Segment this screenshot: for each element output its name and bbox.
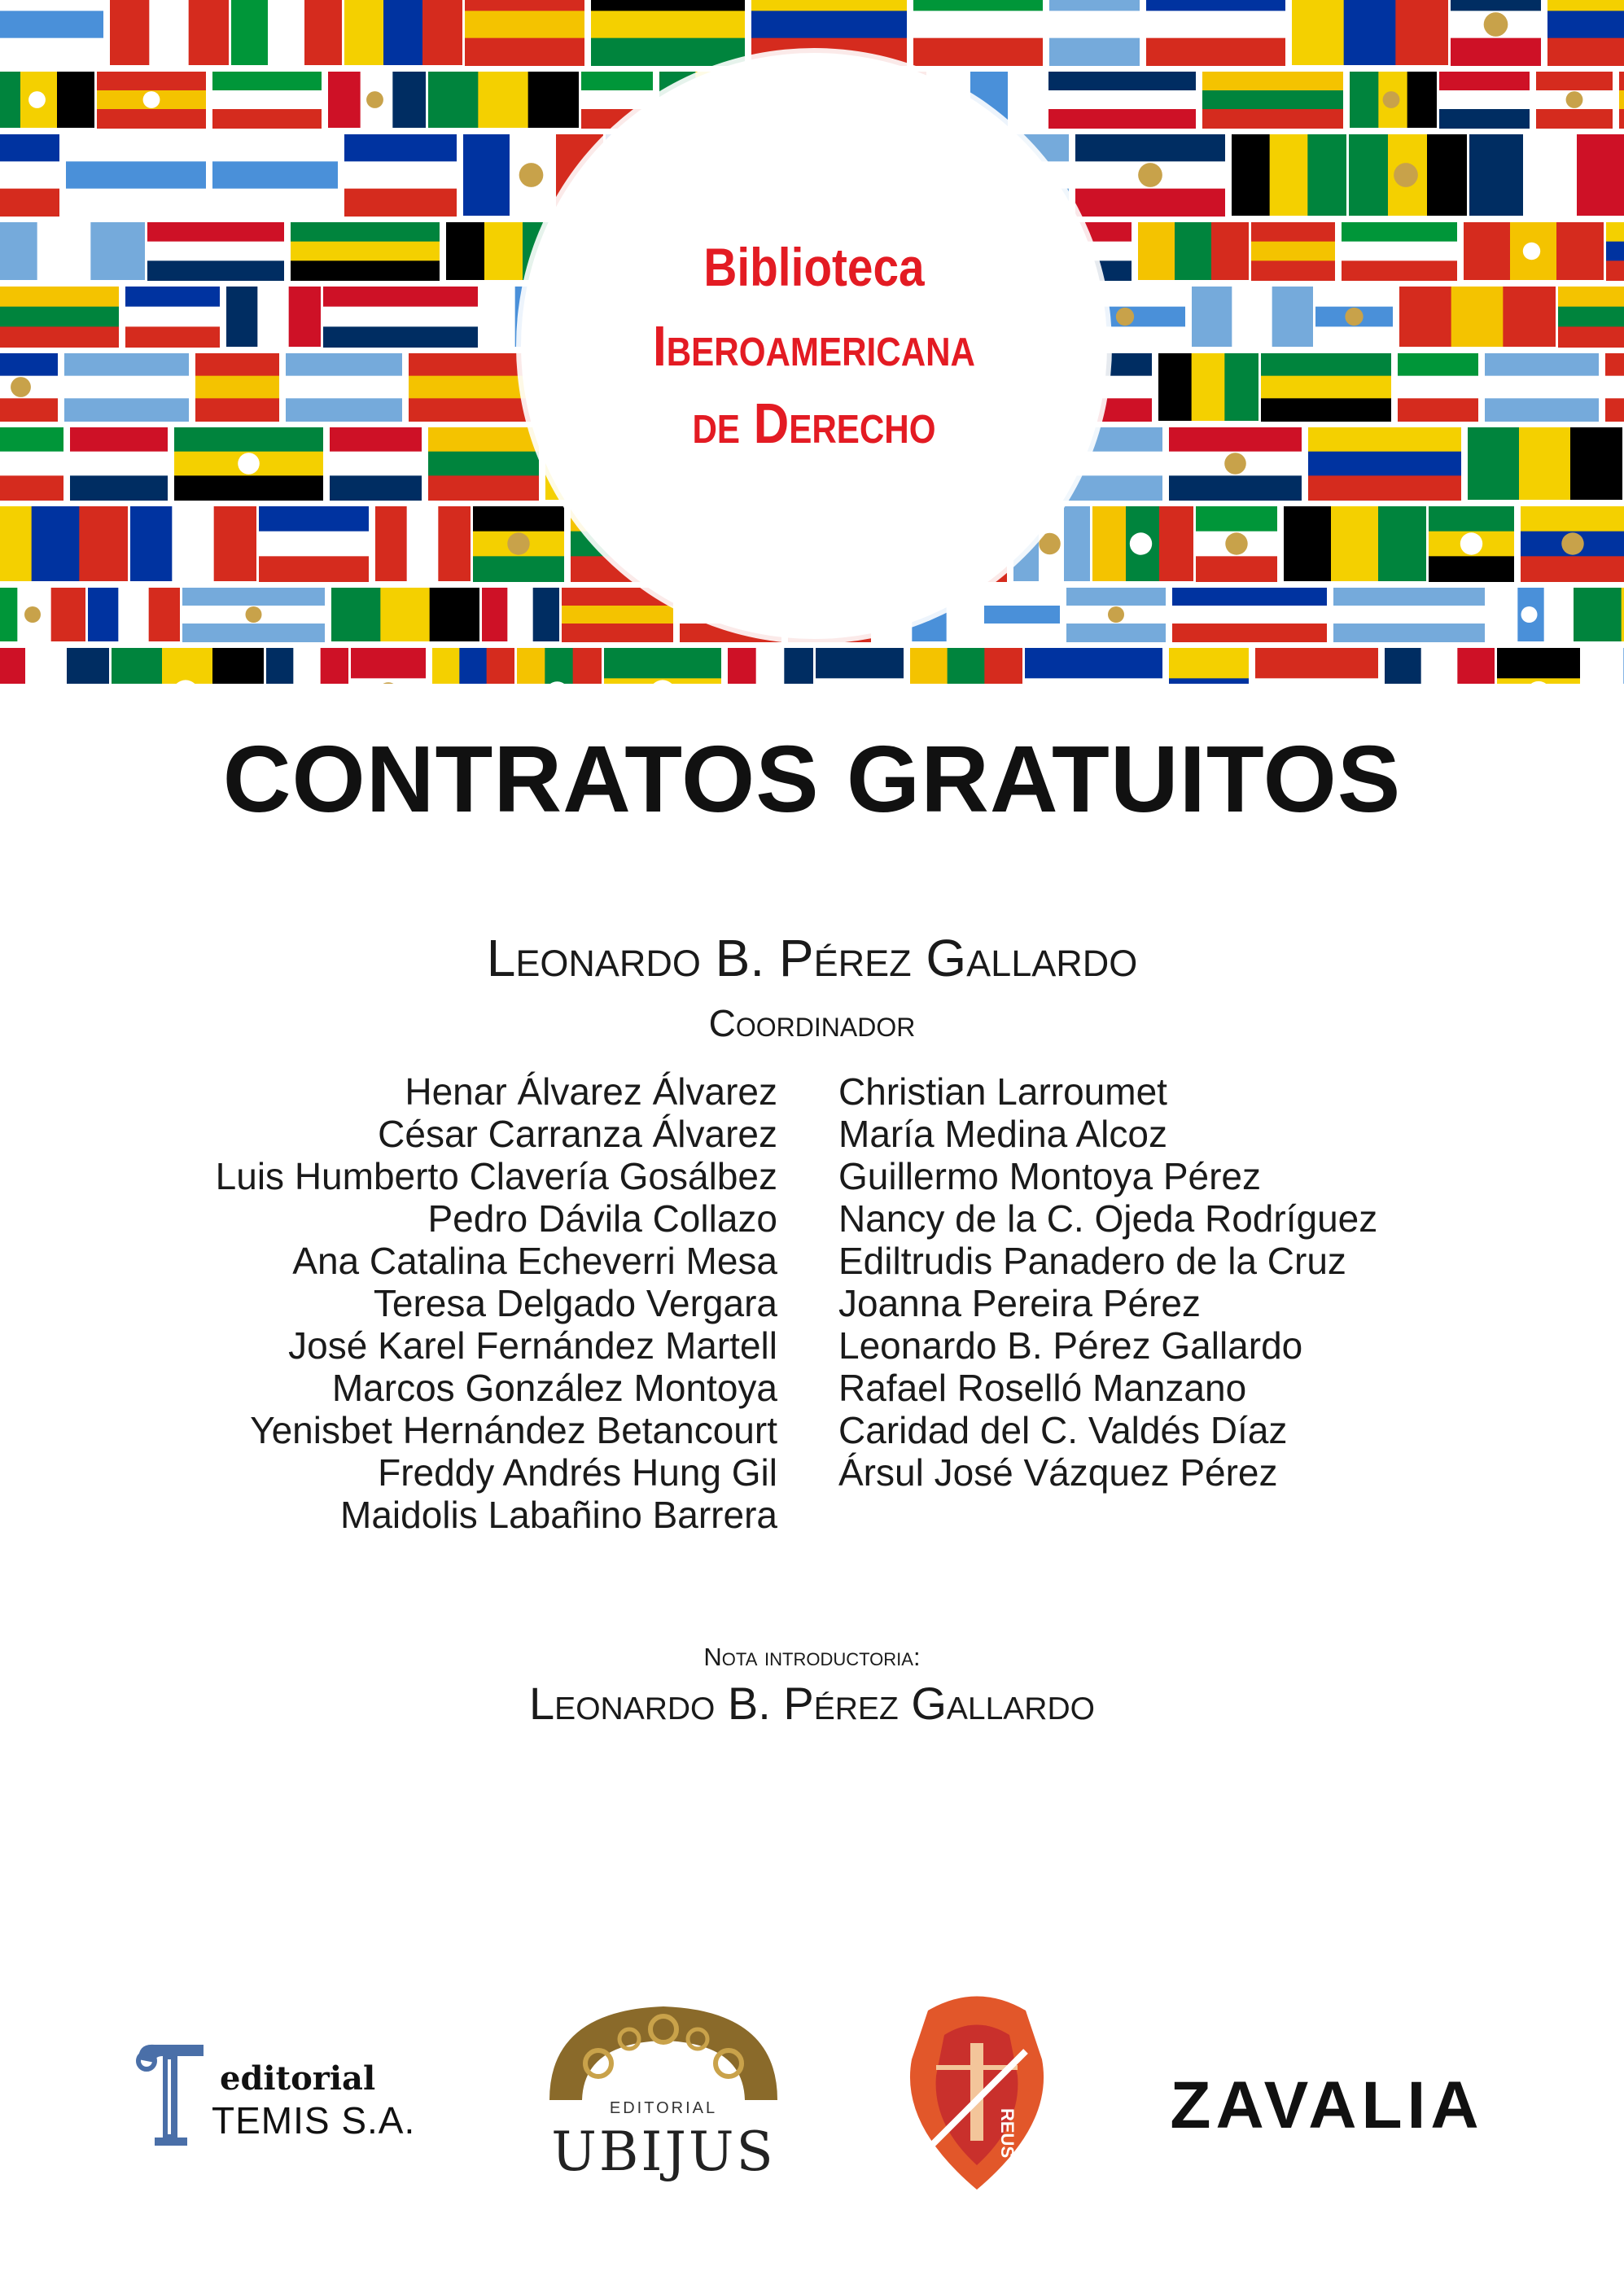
flag-shape <box>1169 648 1249 684</box>
flag-shape <box>0 648 109 684</box>
flag-shape <box>1350 72 1437 128</box>
ubijus-name: UBIJUS <box>551 2120 776 2183</box>
author-name: María Medina Alcoz <box>838 1113 1167 1155</box>
flag-shape <box>1172 588 1327 642</box>
flag-shape <box>1251 222 1335 281</box>
flag-shape <box>0 222 145 280</box>
flag-shape <box>1158 353 1258 421</box>
flag-shape <box>0 427 63 501</box>
flag-shape <box>1547 0 1624 66</box>
flag-shape <box>1497 648 1580 684</box>
author-name: Henar Álvarez Álvarez <box>405 1070 777 1113</box>
flag-shape <box>344 0 462 65</box>
flag-shape <box>112 648 264 684</box>
flag-shape <box>591 0 745 66</box>
flag-shape <box>984 588 1060 642</box>
flag-shape <box>1485 353 1599 422</box>
flag-shape <box>323 287 478 348</box>
author-name: Leonardo B. Pérez Gallardo <box>838 1324 1303 1367</box>
author-name: Yenisbet Hernández Betancourt <box>250 1409 777 1451</box>
authors-left-column <box>216 1070 777 1536</box>
flag-shape <box>344 134 457 217</box>
author-name: Pedro Dávila Collazo <box>427 1197 777 1240</box>
flag-shape <box>0 72 94 128</box>
flag-shape <box>517 648 602 684</box>
flag-shape <box>1232 134 1346 216</box>
flag-shape <box>1255 648 1378 684</box>
flag-shape <box>226 287 321 347</box>
author-name: Caridad del C. Valdés Díaz <box>838 1409 1288 1451</box>
flag-shape <box>330 427 422 501</box>
flag-shape <box>212 72 322 129</box>
author-name: Guillermo Montoya Pérez <box>838 1155 1261 1197</box>
flag-shape <box>147 222 284 281</box>
flag-shape <box>1196 506 1277 582</box>
author-name: Ana Catalina Echeverri Mesa <box>292 1240 777 1282</box>
flag-shape <box>0 134 59 217</box>
flag-shape <box>1468 427 1622 500</box>
flag-shape <box>816 648 904 684</box>
author-name: Joanna Pereira Pérez <box>838 1282 1201 1324</box>
flag-shape <box>1521 506 1624 582</box>
flag-shape <box>604 648 721 684</box>
author-name: José Karel Fernández Martell <box>288 1324 777 1367</box>
flag-shape <box>231 0 342 65</box>
flag-shape <box>174 427 323 501</box>
flag-shape <box>1385 648 1495 684</box>
flag-shape <box>1025 648 1162 684</box>
flags-banner <box>0 0 1624 684</box>
flag-shape <box>1451 0 1541 66</box>
author-name: Rafael Roselló Manzano <box>838 1367 1247 1409</box>
flag-shape <box>0 353 58 422</box>
author-name: Luis Humberto Clavería Gosálbez <box>215 1155 777 1197</box>
temis-column-icon <box>130 2035 212 2157</box>
author-name: Marcos González Montoya <box>331 1367 777 1409</box>
flag-shape <box>259 506 369 582</box>
zavalia-logo: ZAVALIA <box>1170 2068 1484 2142</box>
flag-shape <box>1146 0 1285 66</box>
flag-shape <box>88 588 180 641</box>
flag-shape <box>1464 222 1604 280</box>
author-name: Ediltrudis Panadero de la Cruz <box>838 1240 1346 1282</box>
author-name: Freddy Andrés Hung Gil <box>378 1451 777 1494</box>
flag-shape <box>1075 134 1225 217</box>
flag-shape <box>66 134 206 217</box>
flag-shape <box>910 648 1022 684</box>
note-label: Nota introductoria: <box>703 1643 921 1671</box>
flag-shape <box>432 648 514 684</box>
flag-shape <box>1261 353 1391 422</box>
note-author: Leonardo B. Pérez Gallardo <box>529 1678 1095 1729</box>
flag-shape <box>130 506 256 581</box>
flag-shape <box>1536 72 1613 129</box>
flag-shape <box>1587 648 1624 684</box>
coordinator-name: Leonardo B. Pérez Gallardo <box>486 929 1138 987</box>
flag-shape <box>351 648 426 684</box>
flag-shape <box>64 353 189 422</box>
flag-shape <box>0 287 119 348</box>
reus-logo <box>879 1986 1075 2198</box>
authors-right-column <box>838 1070 1377 1494</box>
flag-shape <box>913 0 1043 66</box>
flag-shape <box>1349 134 1467 216</box>
flag-shape <box>1558 287 1624 348</box>
flag-shape <box>428 427 539 501</box>
flag-shape <box>1066 588 1166 642</box>
temis-editorial: editorial <box>220 2059 376 2098</box>
flag-shape <box>1202 72 1343 129</box>
flag-shape <box>1399 287 1556 347</box>
flag-shape <box>375 506 471 581</box>
coordinator-role: Coordinador <box>708 1002 916 1044</box>
flag-shape <box>0 588 85 641</box>
flag-shape <box>110 0 229 65</box>
flag-shape <box>195 353 279 422</box>
book-title: CONTRATOS GRATUITOS <box>222 726 1402 832</box>
flag-shape <box>1574 588 1624 641</box>
flag-shape <box>97 72 206 129</box>
flag-shape <box>125 287 220 348</box>
flag-shape <box>1169 427 1302 501</box>
flag-shape <box>473 506 564 582</box>
flag-shape <box>1619 72 1624 129</box>
author-name: César Carranza Álvarez <box>378 1113 777 1155</box>
flag-shape <box>728 648 813 684</box>
flag-shape <box>286 353 402 422</box>
flag-shape <box>328 72 426 128</box>
author-name: Christian Larroumet <box>838 1070 1167 1113</box>
reus-name-text: REUS <box>997 2108 1018 2159</box>
series-line-1: Biblioteca <box>703 237 925 297</box>
series-line-3 <box>562 391 1066 456</box>
flag-shape <box>212 134 338 217</box>
flag-shape <box>1315 287 1393 348</box>
flag-shape <box>1398 353 1478 422</box>
reus-seal-icon <box>879 1986 1075 2198</box>
flag-shape <box>1333 588 1485 642</box>
flag-shape <box>1292 0 1448 65</box>
flag-shape <box>1605 353 1624 422</box>
temis-logo <box>130 2035 456 2157</box>
flag-shape <box>409 353 537 422</box>
author-name: Teresa Delgado Vergara <box>373 1282 777 1324</box>
ubijus-editorial: EDITORIAL <box>609 2099 718 2117</box>
ubijus-arch-icon <box>533 1998 794 2104</box>
flag-shape <box>1491 588 1571 641</box>
ubijus-logo <box>533 1998 794 2186</box>
flag-shape <box>266 648 348 684</box>
flag-shape <box>0 0 103 66</box>
flag-shape <box>1049 0 1140 66</box>
series-line-2: Iberoamericana <box>652 314 975 378</box>
flag-shape <box>1469 134 1624 216</box>
flag-shape <box>1606 222 1624 281</box>
flag-shape <box>182 588 325 642</box>
flag-shape <box>291 222 440 281</box>
flag-shape <box>70 427 168 501</box>
flag-shape <box>331 588 479 641</box>
flag-shape <box>1092 506 1193 581</box>
series-line-3-text: de Derecho <box>692 392 936 455</box>
flag-shape <box>0 506 128 581</box>
flag-shape <box>1429 506 1514 582</box>
flag-shape <box>482 588 559 641</box>
flag-shape <box>1284 506 1426 581</box>
flag-shape <box>1342 222 1457 281</box>
flag-shape <box>428 72 579 128</box>
author-name: Nancy de la C. Ojeda Rodríguez <box>838 1197 1378 1240</box>
flag-shape <box>1138 222 1249 280</box>
flag-shape <box>1192 287 1313 347</box>
author-name: Ársul José Vázquez Pérez <box>838 1451 1278 1494</box>
flag-shape <box>1308 427 1461 501</box>
flag-shape <box>465 0 584 66</box>
flag-shape <box>562 588 673 642</box>
author-name: Maidolis Labañino Barrera <box>340 1494 777 1536</box>
flag-shape <box>1439 72 1530 129</box>
flag-shape <box>1048 72 1196 129</box>
temis-name: TEMIS S.A. <box>212 2099 416 2142</box>
